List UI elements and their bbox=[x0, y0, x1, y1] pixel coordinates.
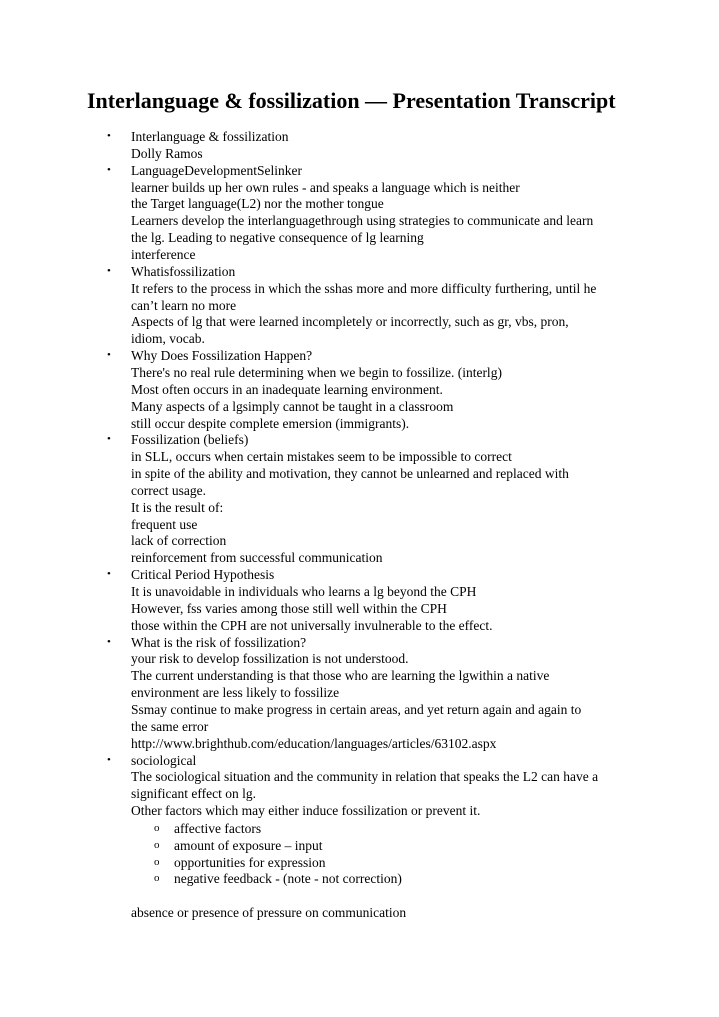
sub-bullet-marker: o bbox=[154, 855, 160, 868]
item-text-line: those within the CPH are not universally invulnerable to the effect. bbox=[131, 617, 493, 633]
page-title: Interlanguage & fossilization — Presentation Transcript bbox=[87, 88, 616, 113]
item-text-line: in SLL, occurs when certain mistakes seem to be impossible to correct bbox=[131, 449, 512, 465]
sub-bullet-marker: o bbox=[154, 872, 160, 885]
item-text-line: It refers to the process in which the sshas more and more difficulty furthering, until he bbox=[131, 280, 597, 296]
item-text-line: The current understanding is that those who are learning the lgwithin a native bbox=[131, 668, 550, 684]
item-heading: What is the risk of fossilization? bbox=[131, 634, 307, 650]
item-text-line: can’t learn no more bbox=[131, 297, 237, 313]
item-text-line: The sociological situation and the community in relation that speaks the L2 can have a bbox=[131, 769, 599, 785]
item-text-line: Ssmay continue to make progress in certain areas, and yet return again and again to bbox=[131, 701, 582, 717]
sub-bullet-marker: o bbox=[154, 838, 160, 851]
item-text-line: idiom, vocab. bbox=[131, 331, 205, 347]
item-heading: sociological bbox=[131, 752, 197, 768]
item-heading: Critical Period Hypothesis bbox=[131, 567, 275, 583]
bullet-marker: • bbox=[107, 349, 111, 362]
sub-list-item: negative feedback - (note - not correction) bbox=[174, 871, 402, 887]
item-text-line: learner builds up her own rules - and speaks a language which is neither bbox=[131, 179, 520, 195]
sub-bullet-marker: o bbox=[154, 821, 160, 834]
item-text-line: Most often occurs in an inadequate learning environment. bbox=[131, 381, 443, 397]
bullet-marker: • bbox=[107, 568, 111, 581]
item-text-line: Other factors which may either induce fossilization or prevent it. bbox=[131, 803, 481, 818]
item-text-line: reinforcement from successful communication bbox=[131, 550, 383, 566]
closing-line: absence or presence of pressure on communication bbox=[131, 905, 407, 921]
item-text-line: the lg. Leading to negative consequence of lg learning bbox=[131, 230, 424, 246]
bullet-marker: • bbox=[107, 753, 111, 766]
sub-list-item: affective factors bbox=[174, 820, 262, 836]
item-text-line: still occur despite complete emersion (immigrants). bbox=[131, 415, 410, 431]
item-text-line: It is the result of: bbox=[131, 499, 224, 515]
item-heading: LanguageDevelopmentSelinker bbox=[131, 162, 302, 178]
bullet-marker: • bbox=[107, 433, 111, 446]
item-text-line: in spite of the ability and motivation, they cannot be unlearned and replaced with bbox=[131, 466, 569, 481]
item-text-line: Learners develop the interlanguagethrough using strategies to communicate and learn bbox=[131, 213, 594, 229]
item-text-line: Many aspects of a lgsimply cannot be taught in a classroom bbox=[131, 398, 454, 414]
item-text-line: Dolly Ramos bbox=[131, 145, 203, 161]
bullet-marker: • bbox=[107, 264, 111, 277]
item-text-line: correct usage. bbox=[131, 482, 206, 498]
item-text-line: your risk to develop fossilization is not understood. bbox=[131, 651, 409, 667]
item-text-line: http://www.brighthub.com/education/languages/articles/63102.aspx bbox=[131, 735, 497, 751]
bullet-marker: • bbox=[107, 635, 111, 648]
sub-list-item: opportunities for expression bbox=[174, 854, 326, 870]
item-text-line: However, fss varies among those still well within the CPH bbox=[131, 600, 447, 616]
item-heading: Interlanguage & fossilization bbox=[131, 129, 289, 144]
item-text-line: frequent use bbox=[131, 516, 198, 532]
item-text-line: It is unavoidable in individuals who learns a lg beyond the CPH bbox=[131, 584, 477, 599]
item-text-line: environment are less likely to fossilize bbox=[131, 685, 340, 701]
sub-list-item: amount of exposure – input bbox=[174, 837, 323, 853]
item-heading: Fossilization (beliefs) bbox=[131, 432, 249, 448]
item-text-line: Aspects of lg that were learned incompletely or incorrectly, such as gr, vbs, pron, bbox=[131, 314, 569, 330]
item-text-line: There's no real rule determining when we begin to fossilize. (interlg) bbox=[131, 364, 502, 380]
bullet-marker: • bbox=[107, 130, 111, 142]
item-heading: Why Does Fossilization Happen? bbox=[131, 348, 313, 364]
item-text-line: significant effect on lg. bbox=[131, 786, 256, 802]
item-text-line: interference bbox=[131, 247, 196, 262]
item-heading: Whatisfossilization bbox=[131, 263, 236, 279]
item-text-line: lack of correction bbox=[131, 533, 227, 549]
item-text-line: the Target language(L2) nor the mother tongue bbox=[131, 196, 384, 212]
bullet-marker: • bbox=[107, 163, 111, 176]
item-text-line: the same error bbox=[131, 718, 209, 734]
